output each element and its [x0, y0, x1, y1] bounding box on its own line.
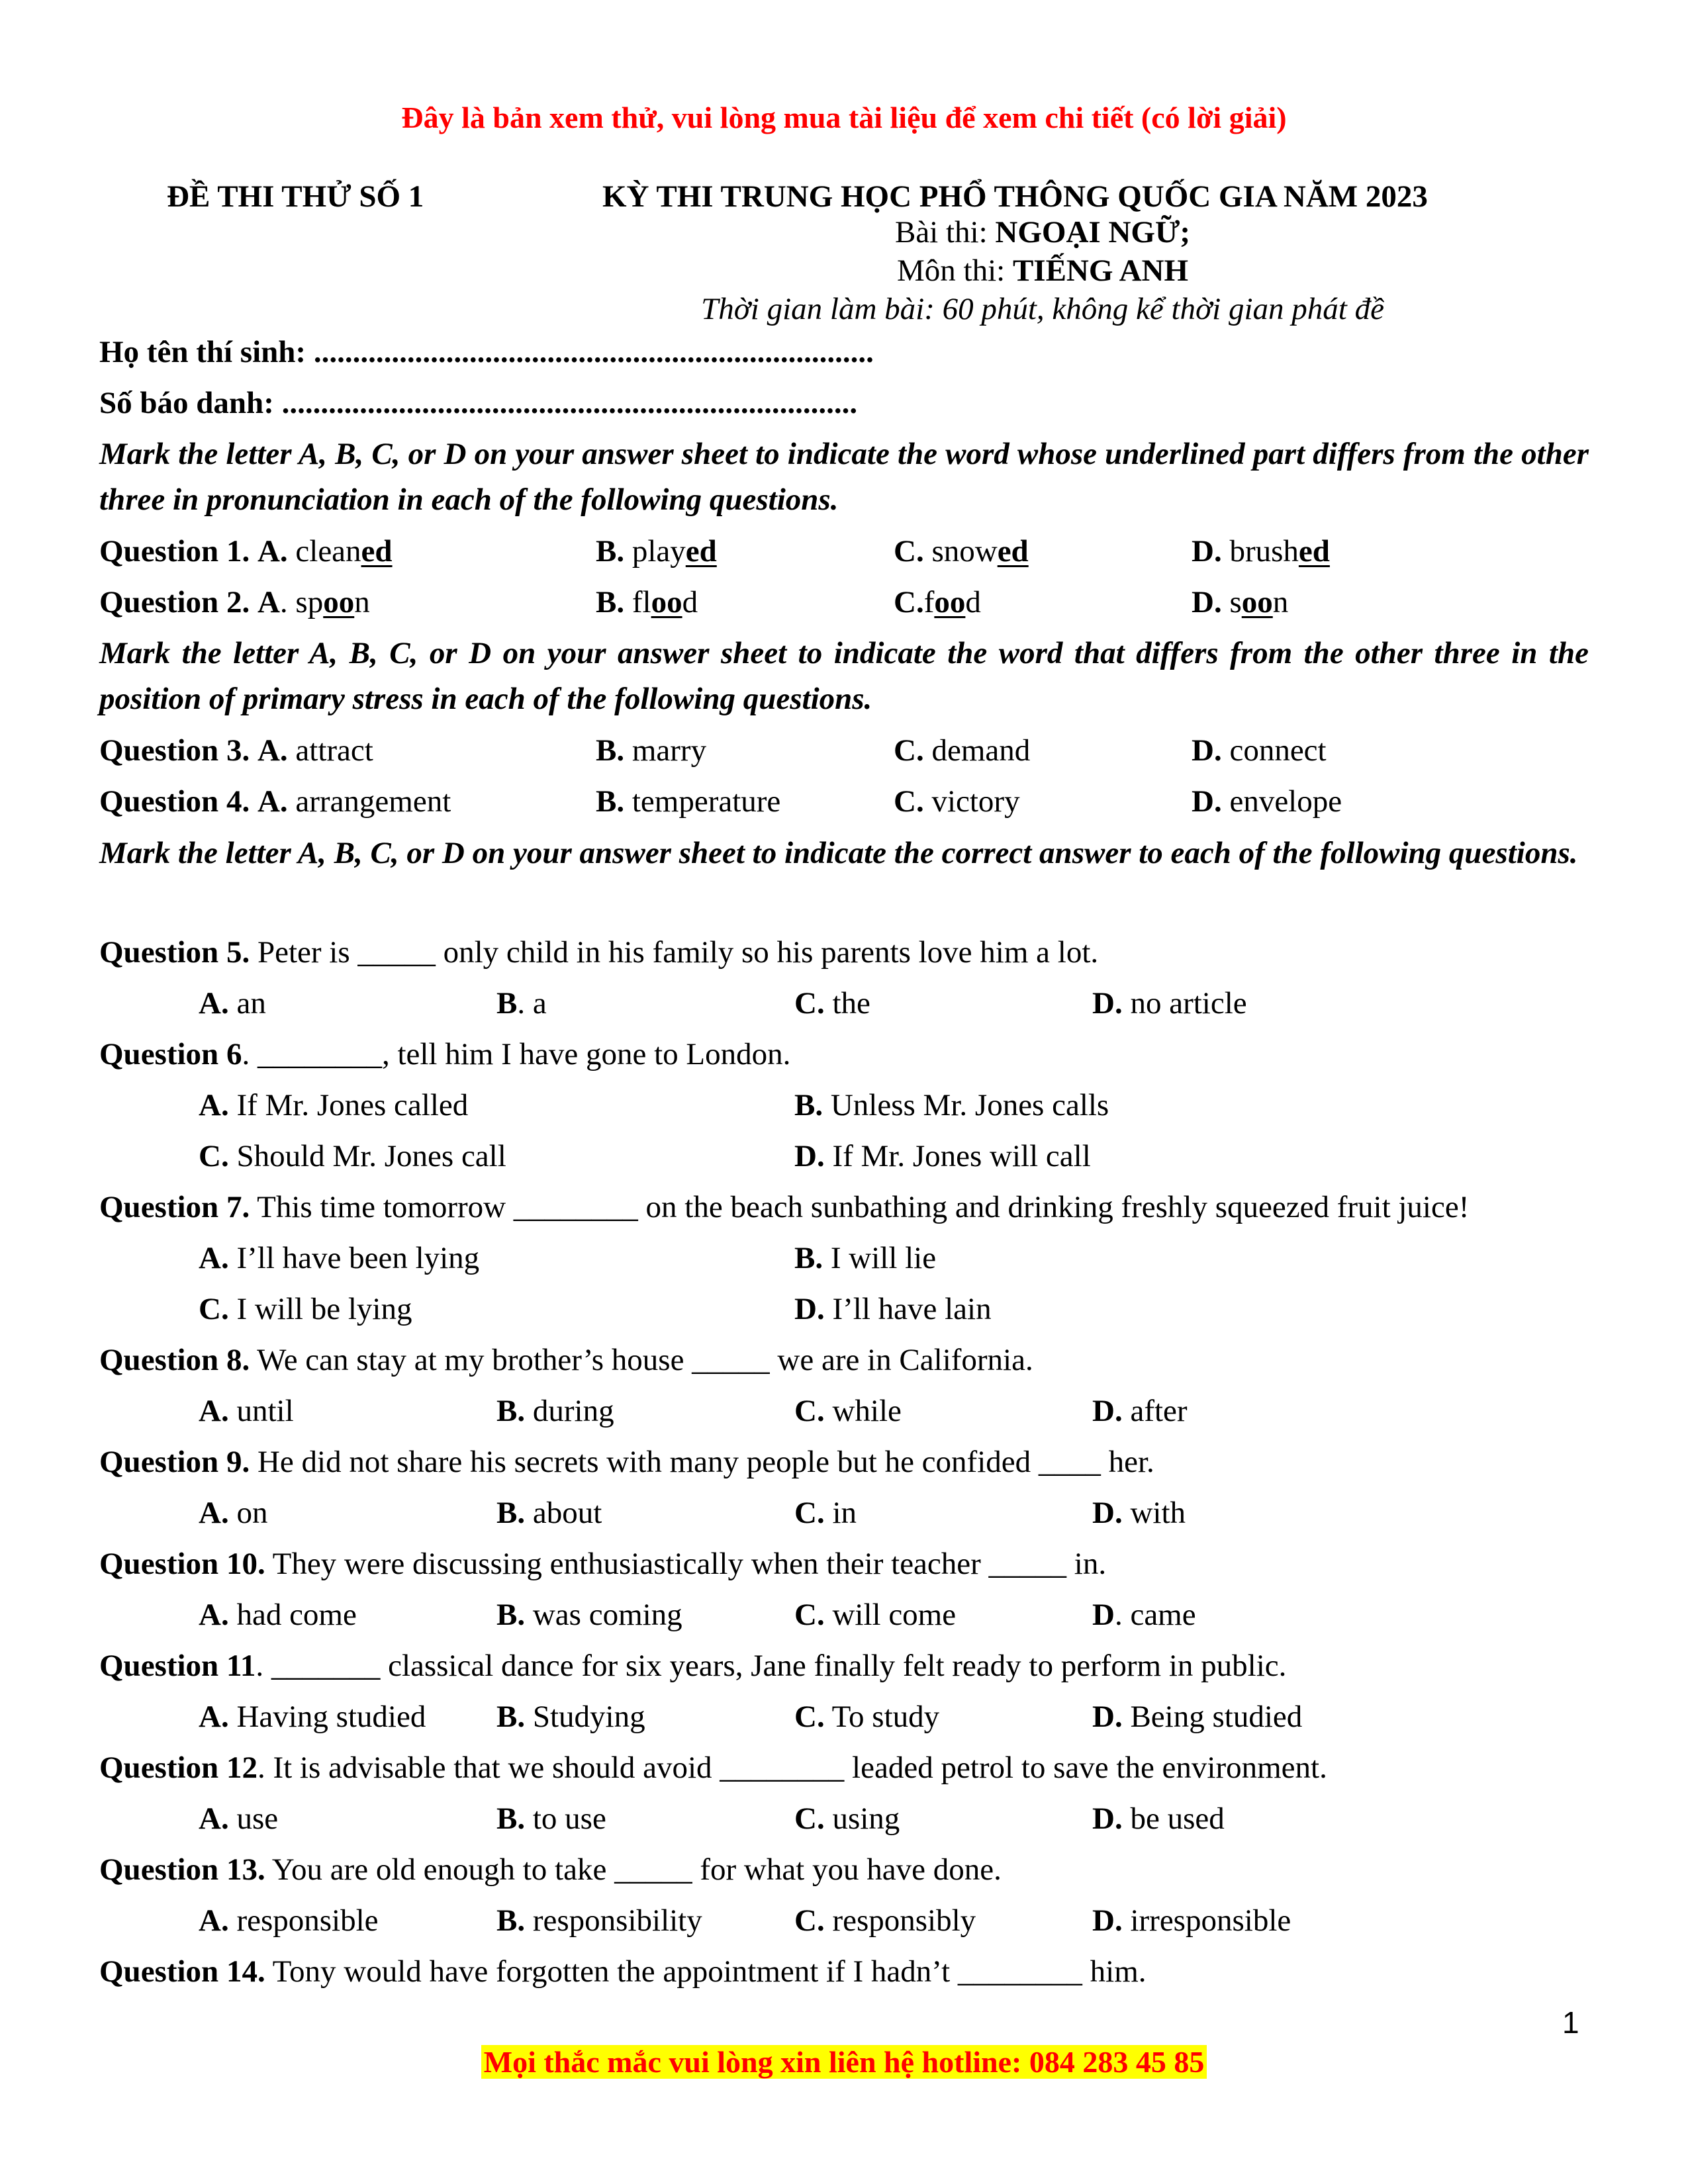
q1-label: Question 1. — [99, 534, 250, 569]
course-label: Môn thi: — [896, 253, 1013, 288]
q4-option-d — [1192, 782, 1342, 821]
q7-a-text: I’ll have been lying — [228, 1241, 480, 1275]
q1-c-underline: ed — [997, 534, 1029, 569]
q4-label: Question 4. — [99, 784, 250, 819]
q3-option-c — [894, 731, 1030, 770]
q2-option-d — [1192, 583, 1288, 621]
q11-text: . _______ classical dance for six years, Jane finally felt ready to perform in public. — [256, 1649, 1287, 1683]
q8-b-text: during — [525, 1394, 614, 1428]
q9-d-text: with — [1122, 1496, 1186, 1530]
q8-a-text: until — [228, 1394, 294, 1428]
q5-options — [0, 984, 1688, 1024]
q11-b-text: Studying — [525, 1700, 645, 1734]
q9-option-b — [496, 1494, 602, 1532]
q5-text: Peter is _____ only child in his family so his parents love him a lot. — [250, 935, 1099, 970]
q12-text: . It is advisable that we should avoid ________ leaded petrol to save the environment. — [257, 1751, 1327, 1785]
q4-d-letter: D. — [1192, 784, 1222, 819]
question-7 — [99, 1188, 1469, 1226]
q4-d-text: envelope — [1221, 784, 1342, 819]
q12-option-a — [199, 1799, 278, 1838]
q2-a-text-end: n — [354, 585, 370, 619]
q12-c-text: using — [824, 1801, 900, 1836]
q8-option-b — [496, 1392, 614, 1430]
q9-a-letter: A. — [199, 1496, 229, 1530]
q2-option-c — [894, 583, 981, 621]
q6-a-letter: A. — [199, 1088, 229, 1122]
q3-a-letter: A. — [257, 733, 288, 768]
q6-option-a — [199, 1086, 468, 1124]
q6-b-text: Unless Mr. Jones calls — [823, 1088, 1109, 1122]
q7-option-d — [794, 1290, 992, 1328]
q1-option-c — [894, 532, 1029, 570]
q13-b-letter: B. — [496, 1903, 526, 1938]
q10-options — [0, 1596, 1688, 1635]
q10-option-c — [794, 1596, 956, 1634]
q1-a-text: clean — [287, 534, 361, 569]
q7-options-row-1 — [0, 1239, 1688, 1279]
q9-label: Question 9. — [99, 1445, 250, 1479]
q12-option-c — [794, 1799, 900, 1838]
q3-d-text: connect — [1221, 733, 1327, 768]
q2-d-letter: D. — [1192, 585, 1222, 619]
q9-a-text: on — [228, 1496, 268, 1530]
subject-value: NGOẠI NGỮ; — [995, 215, 1191, 250]
q13-d-letter: D. — [1092, 1903, 1123, 1938]
q2-c-underline: oo — [934, 585, 966, 619]
q8-c-text: while — [824, 1394, 902, 1428]
q2-d-text-end: n — [1272, 585, 1289, 619]
q10-text: They were discussing enthusiastically when their teacher _____ in. — [265, 1547, 1107, 1581]
q6-c-text: Should Mr. Jones call — [228, 1139, 506, 1173]
instruction-pronunciation: Mark the letter A, B, C, or D on your answer sheet to indicate the word whose underlined part differs from the other three in pronunciation in each of the following questions. — [99, 437, 1589, 517]
q11-option-a — [199, 1698, 426, 1736]
q12-d-text: be used — [1122, 1801, 1225, 1836]
q4-option-b — [596, 782, 780, 821]
candidate-id-field: Số báo danh: .......................................................................... — [99, 386, 858, 420]
q13-a-text: responsible — [228, 1903, 379, 1938]
q6-b-letter: B. — [794, 1088, 823, 1122]
q2-c-text-end: d — [965, 585, 981, 619]
q13-d-text: irresponsible — [1122, 1903, 1291, 1938]
q9-text: He did not share his secrets with many people but he confided ____ her. — [250, 1445, 1154, 1479]
q11-b-letter: B. — [496, 1700, 526, 1734]
q6-options-row-1 — [0, 1086, 1688, 1126]
q7-a-letter: A. — [199, 1241, 229, 1275]
q4-c-letter: C. — [894, 784, 924, 819]
q12-a-text: use — [228, 1801, 279, 1836]
q9-b-text: about — [525, 1496, 602, 1530]
q8-c-letter: C. — [794, 1394, 825, 1428]
hotline-banner-text: Mọi thắc mắc vui lòng xin liên hệ hotline: 084 283 45 85 — [481, 2045, 1207, 2079]
q1-option-a — [99, 532, 393, 570]
q2-a-text: . sp — [279, 585, 324, 619]
instruction-stress: Mark the letter A, B, C, or D on your answer sheet to indicate the word that differs from the other three in the position of primary stress in each of the following questions. — [99, 636, 1589, 716]
q8-d-letter: D. — [1092, 1394, 1123, 1428]
q12-option-b — [496, 1799, 606, 1838]
q5-b-letter: B — [496, 986, 518, 1021]
q8-text: We can stay at my brother’s house _____ we are in California. — [250, 1343, 1033, 1377]
q2-b-letter: B. — [596, 585, 625, 619]
q5-option-c — [794, 984, 870, 1023]
q12-b-text: to use — [525, 1801, 606, 1836]
question-12 — [99, 1749, 1327, 1787]
exam-number: ĐỀ THI THỬ SỐ 1 — [167, 179, 424, 214]
q1-c-letter: C. — [894, 534, 924, 569]
question-11 — [99, 1647, 1286, 1685]
time-limit: Thời gian làm bài: 60 phút, không kể thời gian phát đề — [701, 292, 1384, 326]
q1-a-letter: A. — [257, 534, 288, 569]
q2-option-b — [596, 583, 698, 621]
q9-options — [0, 1494, 1688, 1533]
q9-d-letter: D. — [1092, 1496, 1123, 1530]
question-9 — [99, 1443, 1154, 1481]
q7-option-b — [794, 1239, 936, 1277]
q5-a-text: an — [228, 986, 266, 1021]
q6-option-c — [199, 1137, 506, 1175]
q2-label: Question 2. — [99, 585, 250, 619]
q7-d-text: I’ll have lain — [824, 1292, 992, 1326]
q7-c-letter: C. — [199, 1292, 229, 1326]
q8-option-c — [794, 1392, 902, 1430]
q6-d-letter: D. — [794, 1139, 825, 1173]
q8-options — [0, 1392, 1688, 1432]
q8-option-d — [1092, 1392, 1188, 1430]
q10-d-text: . came — [1114, 1598, 1196, 1632]
q6-c-letter: C. — [199, 1139, 229, 1173]
q1-d-text: brush — [1221, 534, 1299, 569]
q9-b-letter: B. — [496, 1496, 526, 1530]
q11-option-d — [1092, 1698, 1302, 1736]
q1-option-b — [596, 532, 717, 570]
q1-b-underline: ed — [685, 534, 717, 569]
q5-b-text: . a — [517, 986, 547, 1021]
q11-d-letter: D. — [1092, 1700, 1123, 1734]
q10-option-b — [496, 1596, 682, 1634]
q7-label: Question 7. — [99, 1190, 250, 1224]
page-number: 1 — [1562, 2005, 1579, 2040]
q6-d-text: If Mr. Jones will call — [824, 1139, 1091, 1173]
q8-d-text: after — [1122, 1394, 1188, 1428]
q7-options-row-2 — [0, 1290, 1688, 1330]
q12-options — [0, 1799, 1688, 1839]
q4-c-text: victory — [923, 784, 1020, 819]
q13-a-letter: A. — [199, 1903, 229, 1938]
q12-label: Question 12 — [99, 1751, 258, 1785]
q11-a-letter: A. — [199, 1700, 229, 1734]
q6-options-row-2 — [0, 1137, 1688, 1177]
q13-c-letter: C. — [794, 1903, 825, 1938]
hotline-banner — [0, 2044, 1688, 2081]
q8-b-letter: B. — [496, 1394, 526, 1428]
q7-text: This time tomorrow ________ on the beach sunbathing and drinking freshly squeezed fruit juice! — [250, 1190, 1470, 1224]
q1-c-text: snow — [923, 534, 998, 569]
q1-a-underline: ed — [361, 534, 393, 569]
q10-a-letter: A. — [199, 1598, 229, 1632]
q1-b-text: play — [624, 534, 686, 569]
q13-options — [0, 1901, 1688, 1941]
q11-option-b — [496, 1698, 645, 1736]
q12-a-letter: A. — [199, 1801, 229, 1836]
subject-label: Bài thi: — [894, 215, 996, 250]
q12-b-letter: B. — [496, 1801, 526, 1836]
q2-c-text: f — [923, 585, 935, 619]
q11-c-letter: C. — [794, 1700, 825, 1734]
q14-label: Question 14. — [99, 1954, 265, 1989]
exam-title: KỲ THI TRUNG HỌC PHỔ THÔNG QUỐC GIA NĂM 2023 — [602, 179, 1428, 214]
q5-c-text: the — [824, 986, 870, 1021]
q6-option-b — [794, 1086, 1109, 1124]
q2-d-underline: oo — [1241, 585, 1273, 619]
q12-d-letter: D. — [1092, 1801, 1123, 1836]
question-6 — [99, 1035, 790, 1073]
q4-option-a — [99, 782, 451, 821]
q7-option-a — [199, 1239, 479, 1277]
q4-b-letter: B. — [596, 784, 625, 819]
q3-b-text: marry — [624, 733, 707, 768]
q1-option-d — [1192, 532, 1330, 570]
q7-b-text: I will lie — [823, 1241, 937, 1275]
q11-d-text: Being studied — [1122, 1700, 1303, 1734]
q8-label: Question 8. — [99, 1343, 250, 1377]
question-4 — [0, 782, 1688, 822]
subject-line — [662, 213, 1423, 251]
q2-c-letter: C. — [894, 585, 924, 619]
q2-a-letter: A — [257, 585, 280, 619]
q1-d-letter: D. — [1192, 534, 1222, 569]
q5-option-d — [1092, 984, 1247, 1023]
q3-d-letter: D. — [1192, 733, 1222, 768]
q7-d-letter: D. — [794, 1292, 825, 1326]
q10-option-d — [1092, 1596, 1196, 1634]
q7-b-letter: B. — [794, 1241, 823, 1275]
candidate-name-field: Họ tên thí sinh: ........................................................................ — [99, 335, 874, 369]
q13-option-b — [496, 1901, 702, 1940]
q3-c-letter: C. — [894, 733, 924, 768]
preview-banner — [0, 99, 1688, 136]
q1-b-letter: B. — [596, 534, 625, 569]
q5-option-b — [496, 984, 547, 1023]
q5-d-letter: D. — [1092, 986, 1123, 1021]
course-line — [662, 251, 1423, 290]
q3-option-a — [99, 731, 373, 770]
q6-text: . ________, tell him I have gone to London. — [242, 1037, 791, 1071]
q3-a-text: attract — [287, 733, 373, 768]
q9-option-a — [199, 1494, 267, 1532]
q2-a-underline: oo — [323, 585, 355, 619]
q3-b-letter: B. — [596, 733, 625, 768]
question-14 — [99, 1952, 1147, 1991]
q9-option-c — [794, 1494, 857, 1532]
q13-text: You are old enough to take _____ for what you have done. — [265, 1852, 1002, 1887]
q11-label: Question 11 — [99, 1649, 256, 1683]
q4-b-text: temperature — [624, 784, 781, 819]
q9-option-d — [1092, 1494, 1186, 1532]
q4-a-letter: A. — [257, 784, 288, 819]
question-8 — [99, 1341, 1033, 1379]
q2-b-underline: oo — [651, 585, 682, 619]
q11-option-c — [794, 1698, 939, 1736]
q1-d-underline: ed — [1298, 534, 1330, 569]
q4-option-c — [894, 782, 1020, 821]
q2-b-text-end: d — [682, 585, 698, 619]
q4-a-text: arrangement — [287, 784, 451, 819]
q3-option-d — [1192, 731, 1327, 770]
q10-b-text: was coming — [525, 1598, 682, 1632]
preview-banner-text: Đây là bản xem thử, vui lòng mua tài liệu để xem chi tiết (có lời giải) — [401, 101, 1287, 134]
q6-option-d — [794, 1137, 1091, 1175]
q2-d-text: s — [1221, 585, 1242, 619]
q6-label: Question 6 — [99, 1037, 242, 1071]
q8-option-a — [199, 1392, 294, 1430]
q10-c-letter: C. — [794, 1598, 825, 1632]
q10-b-letter: B. — [496, 1598, 526, 1632]
q3-label: Question 3. — [99, 733, 250, 768]
q7-option-c — [199, 1290, 412, 1328]
q3-option-b — [596, 731, 706, 770]
q13-option-c — [794, 1901, 976, 1940]
q13-option-a — [199, 1901, 379, 1940]
q8-a-letter: A. — [199, 1394, 229, 1428]
q14-text: Tony would have forgotten the appointment if I hadn’t ________ him. — [265, 1954, 1147, 1989]
q11-a-text: Having studied — [228, 1700, 426, 1734]
q9-c-text: in — [824, 1496, 857, 1530]
q5-a-letter: A. — [199, 986, 229, 1021]
q10-d-letter: D — [1092, 1598, 1115, 1632]
instruction-correct-answer: Mark the letter A, B, C, or D on your answer sheet to indicate the correct answer to each of the following questions. — [99, 836, 1578, 870]
question-3 — [0, 731, 1688, 771]
q7-c-text: I will be lying — [228, 1292, 412, 1326]
q13-c-text: responsibly — [824, 1903, 976, 1938]
question-13 — [99, 1850, 1002, 1889]
q5-label: Question 5. — [99, 935, 250, 970]
question-1 — [0, 532, 1688, 572]
q12-option-d — [1092, 1799, 1225, 1838]
q13-label: Question 13. — [99, 1852, 265, 1887]
question-5 — [99, 933, 1098, 972]
q10-c-text: will come — [824, 1598, 957, 1632]
q11-options — [0, 1698, 1688, 1737]
q13-b-text: responsibility — [525, 1903, 702, 1938]
question-2 — [0, 583, 1688, 623]
q10-option-a — [199, 1596, 357, 1634]
q12-c-letter: C. — [794, 1801, 825, 1836]
q11-c-text: To study — [824, 1700, 940, 1734]
q10-a-text: had come — [228, 1598, 357, 1632]
q10-label: Question 10. — [99, 1547, 265, 1581]
question-10 — [99, 1545, 1106, 1583]
q3-c-text: demand — [923, 733, 1031, 768]
q2-option-a — [99, 583, 370, 621]
q5-option-a — [199, 984, 266, 1023]
q9-c-letter: C. — [794, 1496, 825, 1530]
q5-d-text: no article — [1122, 986, 1247, 1021]
course-value: TIẾNG ANH — [1012, 253, 1189, 288]
q2-b-text: fl — [624, 585, 651, 619]
q13-option-d — [1092, 1901, 1291, 1940]
q6-a-text: If Mr. Jones called — [228, 1088, 469, 1122]
q5-c-letter: C. — [794, 986, 825, 1021]
